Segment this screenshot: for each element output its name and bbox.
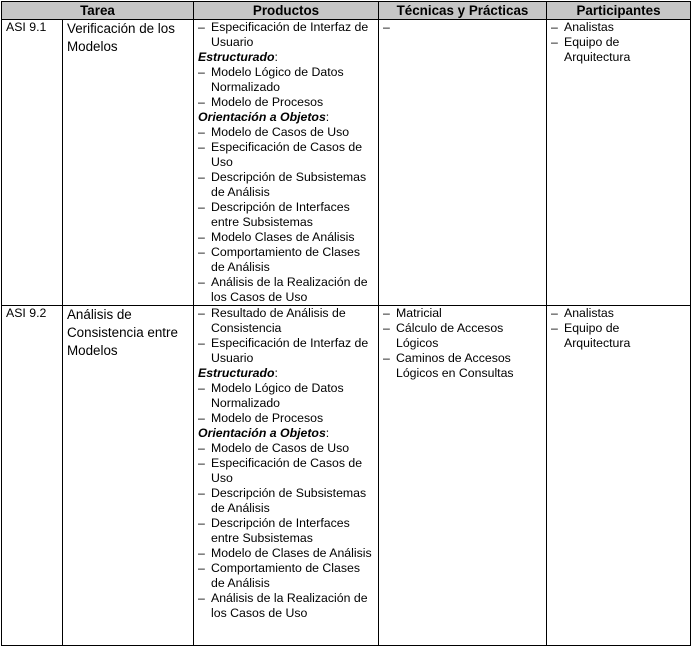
group-label-estructurado: Estructurado: <box>198 366 278 380</box>
table-row <box>2 20 691 306</box>
list-item: – Modelo de Procesos <box>198 95 376 110</box>
list-item: – Modelo de Casos de Uso <box>198 441 376 456</box>
products-list <box>198 125 376 305</box>
list-item: – Comportamiento de Clases de Análisis <box>198 561 376 591</box>
group-label-oo: Orientación a Objetos: <box>198 110 330 124</box>
list-item: – Modelo Lógico de Datos Normalizado <box>198 381 376 411</box>
task-name: Verificación de los Modelos <box>63 20 194 306</box>
list-item: – Analistas <box>551 20 688 35</box>
list-item: – Descripción de Subsistemas de Análisis <box>198 170 376 200</box>
techniques-cell <box>379 20 547 306</box>
group-label-estructurado: Estructurado: <box>198 50 278 64</box>
techniques-list <box>383 306 544 381</box>
list-item: – Caminos de Accesos Lógicos en Consultas <box>383 351 544 381</box>
products-list <box>198 65 376 110</box>
list-item: – Descripción de Interfaces entre Subsistemas <box>198 516 376 546</box>
products-cell <box>194 306 379 646</box>
table-row <box>2 306 691 646</box>
list-item: – Descripción de Interfaces entre Subsistemas <box>198 200 376 230</box>
list-item: – Equipo de Arquitectura <box>551 35 688 65</box>
techniques-cell <box>379 306 547 646</box>
list-item: – Modelo Clases de Análisis <box>198 230 376 245</box>
products-list <box>198 306 376 366</box>
task-name: Análisis de Consistencia entre Modelos <box>63 306 194 646</box>
list-item: – Especificación de Interfaz de Usuario <box>198 20 376 50</box>
task-id: ASI 9.1 <box>2 20 63 306</box>
list-item: – Modelo de Casos de Uso <box>198 125 376 140</box>
header-row <box>2 2 691 20</box>
header-productos: Productos <box>194 2 379 20</box>
list-item: – Cálculo de Accesos Lógicos <box>383 321 544 351</box>
list-item: – Modelo de Clases de Análisis <box>198 546 376 561</box>
list-item: – Análisis de la Realización de los Casos de Uso <box>198 275 376 305</box>
products-list <box>198 381 376 426</box>
list-item: – Modelo de Procesos <box>198 411 376 426</box>
list-item: – Resultado de Análisis de Consistencia <box>198 306 376 336</box>
header-tarea: Tarea <box>2 2 194 20</box>
list-item: – Especificación de Casos de Uso <box>198 456 376 486</box>
products-cell <box>194 20 379 306</box>
list-item: – Comportamiento de Clases de Análisis <box>198 245 376 275</box>
activity-table <box>1 1 691 646</box>
list-item: – Especificación de Interfaz de Usuario <box>198 336 376 366</box>
participants-list <box>551 306 688 351</box>
empty-dash: – <box>383 20 390 34</box>
participants-list <box>551 20 688 65</box>
list-item: – Equipo de Arquitectura <box>551 321 688 351</box>
list-item: – Analistas <box>551 306 688 321</box>
list-item: – Especificación de Casos de Uso <box>198 140 376 170</box>
header-tecnicas: Técnicas y Prácticas <box>379 2 547 20</box>
products-list <box>198 20 376 50</box>
list-item: – Matricial <box>383 306 544 321</box>
task-id: ASI 9.2 <box>2 306 63 646</box>
header-participantes: Participantes <box>547 2 691 20</box>
participants-cell <box>547 306 691 646</box>
group-label-oo: Orientación a Objetos: <box>198 426 330 440</box>
participants-cell <box>547 20 691 306</box>
list-item: – Modelo Lógico de Datos Normalizado <box>198 65 376 95</box>
list-item: – Análisis de la Realización de los Casos de Uso <box>198 591 376 621</box>
products-list <box>198 441 376 621</box>
list-item: – Descripción de Subsistemas de Análisis <box>198 486 376 516</box>
